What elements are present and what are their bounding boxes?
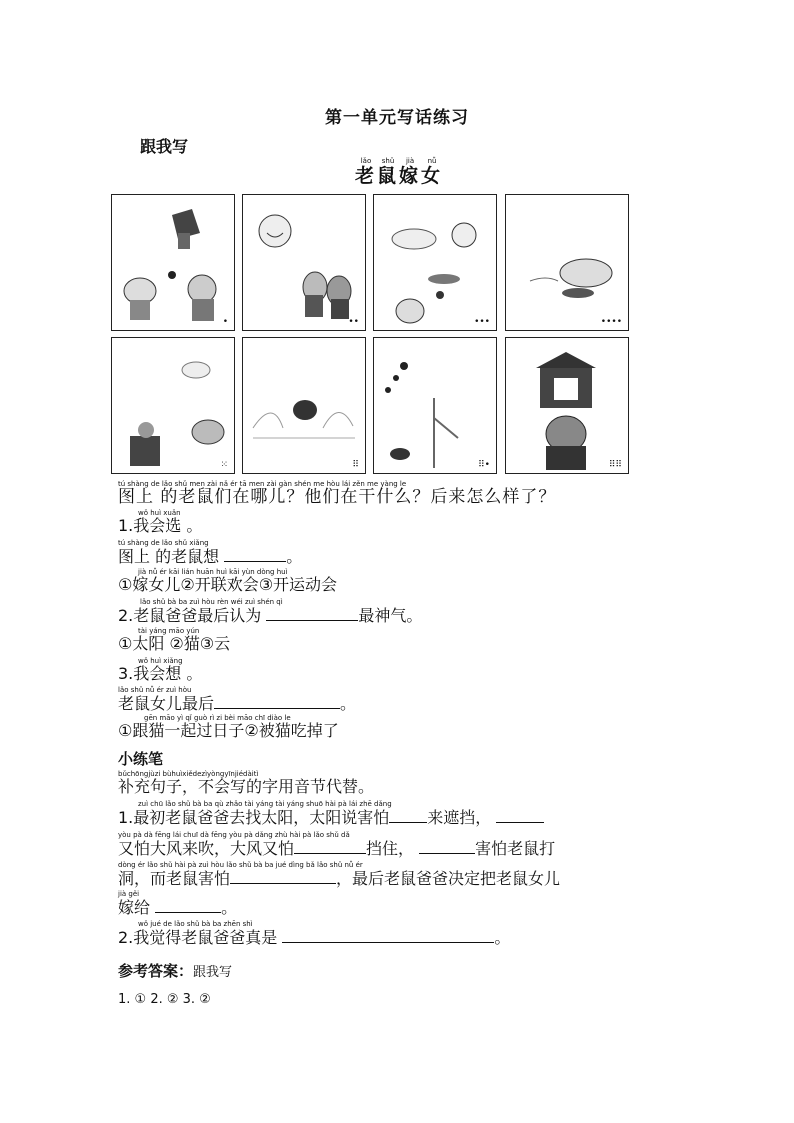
section-heading-follow: 跟我写 — [140, 137, 189, 156]
answer-blank[interactable] — [214, 694, 340, 709]
story-panel-2 — [242, 194, 366, 331]
p3-pinyin: dòng ér lǎo shǔ hài pà zuì hòu lǎo shǔ bà ba jué dìng bǎ lǎo shǔ nǚ ér — [118, 861, 363, 869]
section-heading-practice: 小练笔 — [118, 750, 164, 768]
p1-line: 1.最初老鼠爸爸去找太阳，太阳说害怕 来遮挡， — [118, 808, 544, 827]
story-panel-8 — [505, 337, 629, 474]
q1a-line: 图上 的老鼠想 。 — [118, 547, 303, 566]
p1-pinyin: zuì chū lǎo shǔ bà ba qù zhǎo tài yáng tài yáng shuō hài pà lái zhē dǎng — [138, 800, 392, 808]
panel-number-dots: ⠿• — [478, 460, 490, 470]
p2-line: 又怕大风来吹，大风又怕 挡住， 害怕老鼠打 — [118, 839, 556, 858]
answer-blank[interactable] — [294, 839, 366, 854]
p4-line: 嫁给 。 — [118, 898, 238, 917]
panel-number-dots: •• — [348, 317, 359, 327]
q3b-pinyin: gēn māo yì qǐ guò rì zi bèi māo chī diào le — [144, 714, 291, 722]
panel-number-dots: •••• — [600, 317, 622, 327]
answer-blank[interactable] — [389, 808, 427, 823]
p-intro-text: 补充句子，不会写的字用音节代替。 — [118, 777, 375, 796]
q3b-options: ①跟猫一起过日子②被猫吃掉了 — [118, 721, 339, 740]
q1a-pinyin: tú shàng de lǎo shǔ xiǎng — [118, 539, 209, 547]
panel-number-dots: ⠿⠿ — [608, 460, 622, 470]
cat-wedding-illustration — [506, 338, 628, 473]
q2-pinyin: lǎo shǔ bà ba zuì hòu rèn wéi zuì shén qì — [140, 598, 283, 606]
answer-blank[interactable] — [230, 869, 336, 884]
mouse-family-illustration-2 — [112, 338, 234, 473]
answer-blank[interactable] — [155, 898, 221, 913]
story-panel-1 — [111, 194, 235, 331]
panel-number-dots: ⠿ — [352, 460, 359, 470]
answer-blank[interactable] — [224, 547, 286, 562]
answer-blank[interactable] — [282, 928, 494, 943]
q2-line: 2.老鼠爸爸最后认为 最神气。 — [118, 606, 423, 625]
answer-blank[interactable] — [266, 606, 358, 621]
panel-number-dots: • — [222, 317, 228, 327]
sun-and-mice-illustration — [243, 195, 365, 330]
q2b-pinyin: tài yáng māo yún — [138, 627, 200, 635]
p5-pinyin: wǒ jué de lǎo shǔ bà ba zhēn shì — [138, 920, 253, 928]
q3-text: 3.我会想 。 — [118, 664, 203, 683]
p2-pinyin: yòu pà dà fēng lái chuī dà fēng yòu pà dǎng zhù hài pà lǎo shǔ dǎ — [118, 831, 350, 839]
q3a-pinyin: lǎo shǔ nǚ ér zuì hòu — [118, 686, 192, 694]
p3-line: 洞，而老鼠害怕 ，最后老鼠爸爸决定把老鼠女儿 — [118, 869, 561, 888]
q1b-pinyin: jià nǚ ér kāi lián huān huì kāi yùn dòng huì — [138, 568, 288, 576]
story-panel-7 — [373, 337, 497, 474]
q-intro-pinyin: tú shàng de lǎo shǔ men zài nǎ ér tā men zài gàn shén me hòu lái zěn me yàng le — [118, 480, 407, 488]
story-panel-6 — [242, 337, 366, 474]
story-title — [355, 157, 443, 188]
q3-pinyin: wǒ huì xiǎng — [138, 657, 183, 665]
q-intro-text: 图上 的老鼠们在哪儿？他们在干什么？后来怎么样了？ — [118, 487, 557, 507]
mouse-digging-illustration — [374, 338, 496, 473]
q1b-options: ①嫁女儿②开联欢会③开运动会 — [118, 575, 338, 594]
page-title: 第一单元写话练习 — [325, 108, 469, 128]
p4-pinyin: jià gěi — [118, 890, 140, 898]
answer-blank[interactable] — [496, 808, 544, 823]
p5-line: 2.我觉得老鼠爸爸真是 。 — [118, 928, 511, 947]
story-panel-5 — [111, 337, 235, 474]
mouse-family-illustration — [112, 195, 234, 330]
panel-number-dots: ⁙ — [220, 460, 228, 470]
q1-pinyin: wǒ huì xuǎn — [138, 509, 181, 517]
answer-blank[interactable] — [419, 839, 475, 854]
clouds-and-mice-illustration — [374, 195, 496, 330]
answers-list: 1. ① 2. ② 3. ② — [118, 992, 211, 1007]
story-panel-4 — [505, 194, 629, 331]
q3a-line: 老鼠女儿最后 。 — [118, 694, 357, 713]
p-intro-pinyin: bǔchōngjùzi bùhuìxiědezìyòngyīnjiédàitì — [118, 770, 259, 778]
story-title-char: 女nǚ — [421, 157, 444, 187]
story-panel-3 — [373, 194, 497, 331]
q2b-options: ①太阳 ②猫③云 — [118, 634, 231, 653]
wind-illustration — [506, 195, 628, 330]
q1-text: 1.我会选 。 — [118, 516, 203, 535]
wall-illustration — [243, 338, 365, 473]
story-title-char: 老lǎo — [355, 157, 378, 187]
panel-number-dots: ••• — [474, 317, 490, 327]
story-title-char: 鼠shǔ — [377, 157, 400, 187]
story-title-char: 嫁jià — [399, 157, 422, 187]
answers-heading: 参考答案：跟我写 — [118, 962, 233, 980]
